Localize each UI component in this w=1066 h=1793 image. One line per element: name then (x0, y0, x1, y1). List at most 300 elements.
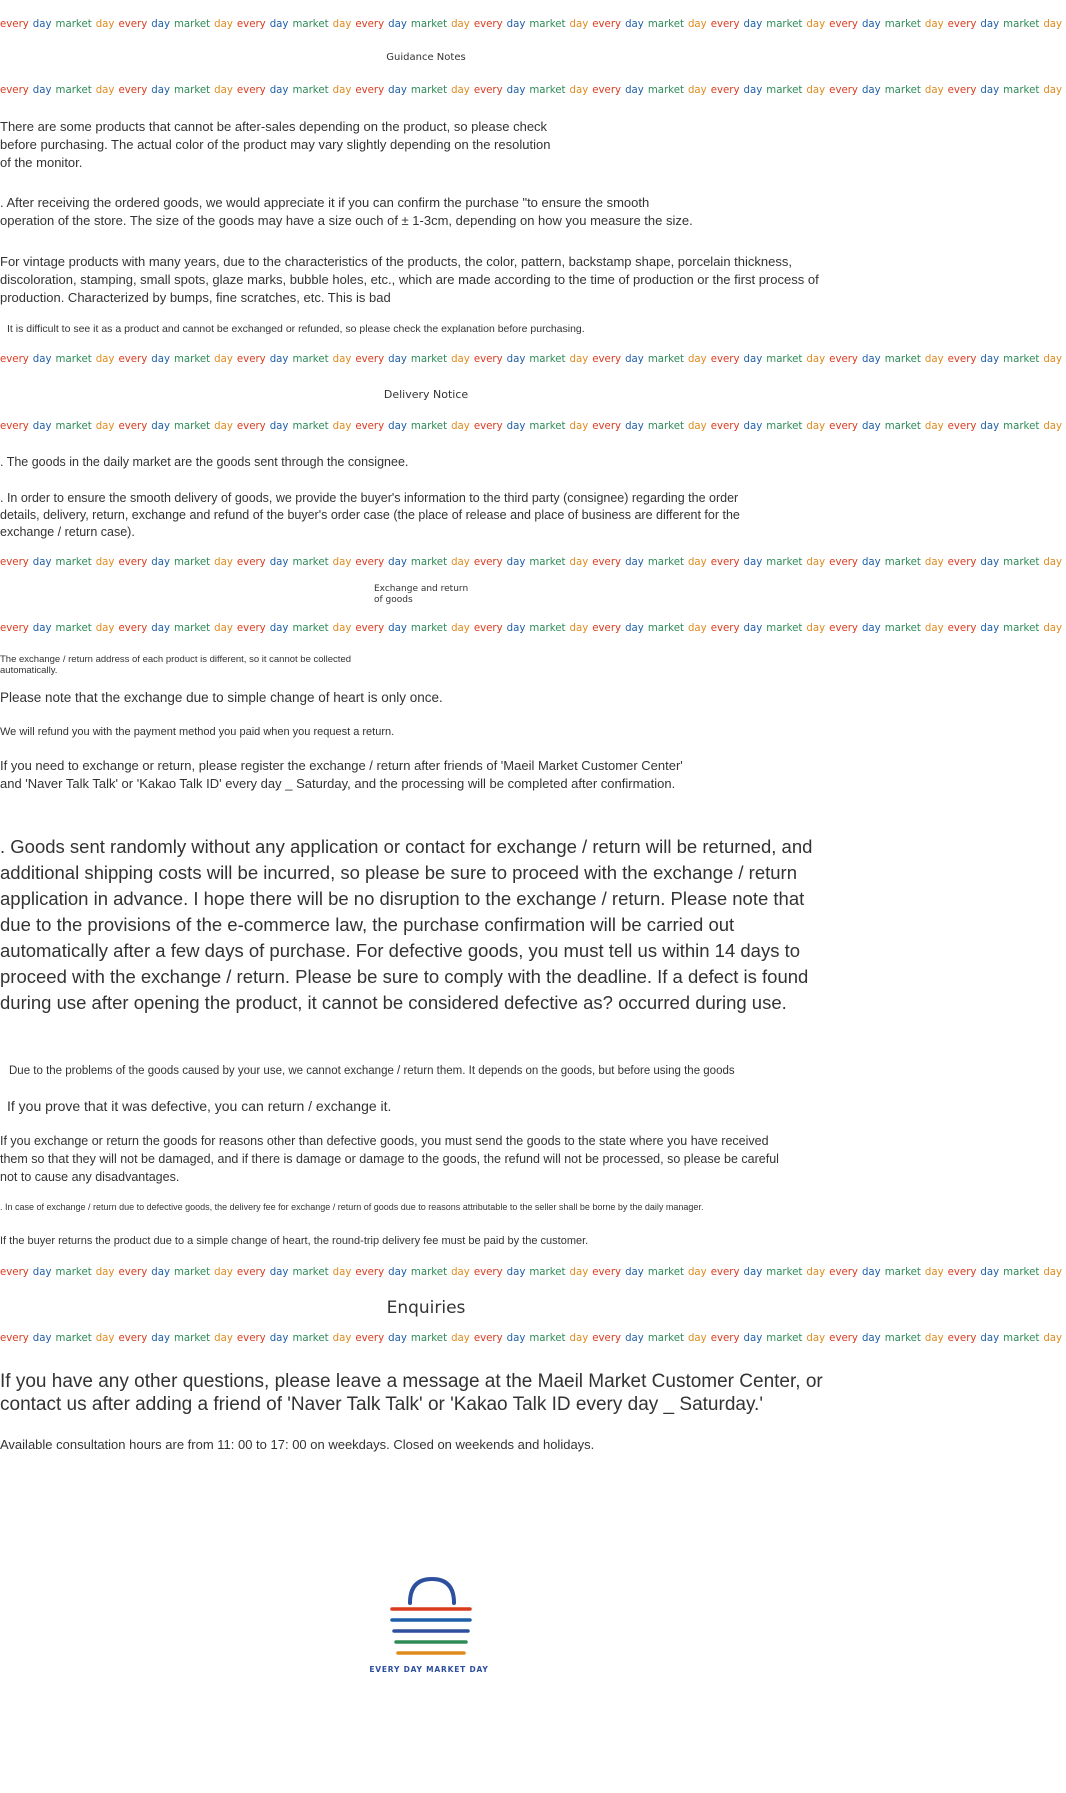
divider-word: day (32, 354, 52, 365)
divider-word: market (766, 1333, 803, 1344)
divider-word: day (214, 1267, 233, 1278)
divider-word: market (647, 1333, 684, 1344)
divider-word: day (625, 19, 644, 30)
divider-word: every (473, 19, 503, 30)
divider-word: market (1003, 1267, 1040, 1278)
divider-word: every (473, 421, 503, 432)
divider-word: market (174, 19, 211, 30)
divider-word: day (95, 557, 115, 568)
divider-word: day (687, 421, 707, 432)
divider-word: day (687, 1267, 707, 1278)
divider-word: every (947, 354, 977, 365)
divider-word: day (861, 421, 881, 432)
divider-word: day (687, 354, 707, 365)
logo-wordmark: EVERY DAY MARKET DAY (369, 1665, 489, 1674)
divider-word: day (451, 557, 470, 568)
divider-row (0, 620, 1063, 638)
divider-word: day (95, 354, 115, 365)
divider-row (0, 16, 1063, 34)
divider-word: day (569, 354, 589, 365)
divider-word: every (473, 1267, 503, 1278)
divider-word: market (292, 557, 329, 568)
divider-word: every (118, 421, 148, 432)
divider-word: every (947, 85, 977, 96)
divider-word: market (884, 1267, 921, 1278)
divider-word: every (0, 421, 29, 432)
divider-word: every (710, 19, 740, 30)
divider-word: market (766, 623, 803, 634)
divider-word: market (766, 1267, 803, 1278)
divider-word: market (410, 19, 448, 30)
divider-word: day (806, 1267, 826, 1278)
divider-word: day (861, 354, 881, 365)
divider-word: day (924, 623, 944, 634)
divider-word: day (388, 1333, 407, 1344)
divider-word: day (743, 421, 763, 432)
divider-word: every (592, 354, 622, 365)
divider-word: market (884, 354, 921, 365)
divider-word: day (924, 421, 944, 432)
divider-word: day (980, 623, 1000, 634)
divider-word: market (529, 1333, 566, 1344)
divider-word: market (647, 85, 684, 96)
divider-word: day (332, 1333, 352, 1344)
divider-word: day (980, 354, 1000, 365)
exchange-paragraph: We will refund you with the payment method you paid when you request a return. (0, 726, 395, 738)
divider-word: market (884, 85, 921, 96)
divider-row (0, 554, 1063, 572)
divider-word: day (506, 557, 526, 568)
divider-word: day (388, 421, 407, 432)
divider-word: market (174, 623, 211, 634)
guidance-paragraph: It is difficult to see it as a product and cannot be exchanged or refunded, so please check the explanation before purchasing. (7, 323, 585, 335)
divider-word: day (332, 421, 352, 432)
divider-word: day (569, 421, 589, 432)
divider-word: day (806, 354, 826, 365)
divider-word: day (388, 19, 407, 30)
divider-word: day (924, 1333, 944, 1344)
divider-word: day (806, 623, 826, 634)
divider-word: every (473, 623, 503, 634)
divider-word: day (506, 85, 526, 96)
divider-word: day (506, 1267, 526, 1278)
divider-word: day (506, 623, 526, 634)
divider-word: every (355, 85, 385, 96)
divider-word: every (710, 354, 740, 365)
divider-word: market (410, 557, 448, 568)
divider-word: day (924, 354, 944, 365)
divider-word: every (355, 354, 385, 365)
divider-word: market (410, 354, 448, 365)
divider-word: day (743, 1333, 763, 1344)
divider-word: day (451, 1333, 470, 1344)
divider-word: every (355, 557, 385, 568)
divider-word: every (710, 1333, 740, 1344)
divider-word: day (980, 557, 1000, 568)
divider-word: every (947, 19, 977, 30)
exchange-paragraph: Please note that the exchange due to simple change of heart is only once. (0, 690, 443, 705)
divider-word: day (625, 557, 644, 568)
divider-word: market (647, 557, 684, 568)
divider-word: day (332, 354, 352, 365)
divider-word: market (1003, 557, 1040, 568)
delivery-title: Delivery Notice (383, 388, 469, 401)
divider-word: market (410, 623, 448, 634)
divider-word: every (236, 1333, 266, 1344)
divider-word: day (569, 1333, 589, 1344)
divider-word: market (1003, 421, 1040, 432)
divider-word: day (214, 421, 233, 432)
divider-word: market (529, 354, 566, 365)
divider-word: day (980, 85, 1000, 96)
exchange-paragraph: . In case of exchange / return due to defective goods, the delivery fee for exchange / return of goods due to reasons attributable to the seller shall be borne by the daily manager. (0, 1202, 704, 1212)
divider-word: day (95, 1333, 115, 1344)
divider-word: day (687, 557, 707, 568)
divider-word: day (980, 1333, 1000, 1344)
divider-word: day (924, 85, 944, 96)
guidance-paragraph: . After receiving the ordered goods, we would appreciate it if you can confirm the purchase "to ensure the smooth operation of the store. The size of the goods may have a size ouch of ± 1-3cm, depending on how you measure the size. (0, 195, 693, 228)
divider-word: market (766, 421, 803, 432)
divider-word: day (687, 623, 707, 634)
divider-word: market (1003, 85, 1040, 96)
divider-word: every (829, 19, 858, 30)
divider-word: day (924, 19, 944, 30)
divider-word: every (710, 557, 740, 568)
divider-word: day (506, 354, 526, 365)
divider-word: every (0, 1333, 29, 1344)
divider-word: day (269, 557, 289, 568)
divider-word: day (32, 85, 52, 96)
divider-word: market (647, 623, 684, 634)
divider-word: day (451, 421, 470, 432)
divider-word: every (592, 85, 622, 96)
divider-word: every (829, 85, 858, 96)
exchange-paragraph: . Goods sent randomly without any application or contact for exchange / return will be returned, and additional shipping costs will be incurred, so please be sure to proceed with the exchange / return application in advance. I hope there will be no disruption to the exchange / return. Please note that due to the provisions of the e-commerce law, the purchase confirmation will be carried out automatically after a few days of purchase. For defective goods, you must tell us within 14 days to proceed with the exchange / return. Please be sure to comply with the deadline. If a defect is found during use after opening the product, it cannot be considered defective as? occurred during use. (0, 836, 813, 1013)
divider-word: every (236, 557, 266, 568)
divider-word: day (687, 1333, 707, 1344)
divider-word: every (355, 1267, 385, 1278)
divider-word: day (569, 557, 589, 568)
guidance-paragraph: There are some products that cannot be after-sales depending on the product, so please check before purchasing. The actual color of the product may vary slightly depending on the resolution of the monitor. (0, 119, 551, 170)
divider-word: day (743, 85, 763, 96)
divider-row (0, 1264, 1063, 1282)
divider-word: day (151, 557, 170, 568)
divider-word: market (410, 85, 448, 96)
divider-word: market (292, 19, 329, 30)
divider-word: market (55, 354, 92, 365)
divider-word: day (214, 1333, 233, 1344)
exchange-paragraph: If the buyer returns the product due to a simple change of heart, the round-trip delivery fee must be paid by the customer. (0, 1235, 589, 1247)
divider-word: day (214, 623, 233, 634)
divider-word: day (388, 623, 407, 634)
divider-word: market (55, 19, 92, 30)
enquiries-paragraph: Available consultation hours are from 11: 00 to 17: 00 on weekdays. Closed on weekends and holidays. (0, 1437, 595, 1452)
divider-word: every (0, 557, 29, 568)
divider-word: day (743, 19, 763, 30)
divider-word: market (529, 19, 566, 30)
delivery-paragraph: . In order to ensure the smooth delivery of goods, we provide the buyer's information to the third party (consignee) regarding the order details, delivery, return, exchange and refund of the buyer's order case (the place of release and place of business are different for the exchange / return case). (0, 491, 740, 539)
divider-word: day (861, 557, 881, 568)
divider-word: day (332, 623, 352, 634)
divider-word: day (625, 1267, 644, 1278)
divider-word: market (647, 1267, 684, 1278)
divider-word: day (32, 623, 52, 634)
divider-word: day (861, 1333, 881, 1344)
divider-word: day (451, 623, 470, 634)
divider-word: every (473, 1333, 503, 1344)
divider-word: day (151, 623, 170, 634)
divider-word: day (95, 85, 115, 96)
divider-word: market (55, 623, 92, 634)
divider-word: market (410, 1333, 448, 1344)
divider-word: market (1003, 19, 1040, 30)
divider-word: day (269, 1333, 289, 1344)
divider-word: market (647, 19, 684, 30)
delivery-paragraph: . The goods in the daily market are the goods sent through the consignee. (0, 455, 409, 469)
divider-word: market (1003, 354, 1040, 365)
divider-word: market (529, 1267, 566, 1278)
divider-word: market (174, 354, 211, 365)
divider-word: market (647, 354, 684, 365)
divider-word: day (214, 85, 233, 96)
divider-word: every (118, 85, 148, 96)
divider-word: day (332, 557, 352, 568)
divider-word: market (292, 85, 329, 96)
exchange-title: Exchange and return of goods (374, 584, 469, 605)
divider-word: day (95, 1267, 115, 1278)
divider-word: market (174, 85, 211, 96)
divider-word: market (529, 421, 566, 432)
divider-word: day (806, 1333, 826, 1344)
divider-word: every (829, 1333, 858, 1344)
divider-word: every (592, 557, 622, 568)
divider-word: market (1003, 1333, 1040, 1344)
divider-word: every (236, 85, 266, 96)
enquiries-paragraph: If you have any other questions, please leave a message at the Maeil Market Customer Center, or contact us after adding a friend of 'Naver Talk Talk' or 'Kakao Talk ID every day _ Saturday.' (0, 1371, 823, 1415)
divider-word: day (861, 1267, 881, 1278)
divider-word: day (924, 557, 944, 568)
divider-word: day (32, 19, 52, 30)
divider-word: every (592, 1267, 622, 1278)
divider-word: every (710, 421, 740, 432)
divider-row (0, 351, 1063, 369)
divider-word: day (332, 1267, 352, 1278)
divider-word: every (355, 19, 385, 30)
divider-word: every (355, 421, 385, 432)
divider-word: day (506, 421, 526, 432)
divider-word: every (592, 421, 622, 432)
divider-word: day (806, 85, 826, 96)
divider-word: day (625, 354, 644, 365)
guidance-title: Guidance Notes (386, 52, 466, 63)
divider-word: day (1043, 1267, 1063, 1278)
divider-word: day (269, 1267, 289, 1278)
divider-word: day (1043, 354, 1063, 365)
divider-word: every (0, 85, 29, 96)
exchange-paragraph: Due to the problems of the goods caused by your use, we cannot exchange / return them. It depends on the goods, but before using the goods (9, 1065, 735, 1077)
divider-word: every (829, 421, 858, 432)
divider-word: market (1003, 623, 1040, 634)
divider-word: day (506, 1333, 526, 1344)
divider-word: day (569, 85, 589, 96)
divider-word: every (236, 1267, 266, 1278)
divider-word: day (861, 19, 881, 30)
divider-word: every (0, 623, 29, 634)
divider-word: day (806, 19, 826, 30)
divider-word: day (451, 354, 470, 365)
divider-word: day (151, 354, 170, 365)
divider-word: day (806, 421, 826, 432)
divider-word: day (32, 1267, 52, 1278)
divider-word: every (118, 557, 148, 568)
divider-word: market (174, 557, 211, 568)
divider-word: day (214, 557, 233, 568)
divider-word: market (766, 557, 803, 568)
divider-word: market (647, 421, 684, 432)
divider-word: every (236, 354, 266, 365)
exchange-paragraph: If you need to exchange or return, please register the exchange / return after friends of 'Maeil Market Customer Center' and 'Naver Talk Talk' or 'Kakao Talk ID' every day _ Saturday, and the processing will be completed after confirmation. (0, 758, 683, 791)
divider-word: every (473, 557, 503, 568)
divider-word: day (451, 85, 470, 96)
divider-word: day (32, 1333, 52, 1344)
divider-word: day (388, 557, 407, 568)
divider-word: day (687, 19, 707, 30)
divider-word: day (151, 85, 170, 96)
enquiries-title: Enquiries (386, 1298, 466, 1318)
divider-word: every (0, 1267, 29, 1278)
divider-word: day (214, 354, 233, 365)
divider-word: day (269, 85, 289, 96)
divider-word: every (947, 421, 977, 432)
divider-word: market (55, 1333, 92, 1344)
divider-word: market (884, 1333, 921, 1344)
divider-word: every (829, 354, 858, 365)
divider-word: day (625, 421, 644, 432)
divider-word: every (710, 623, 740, 634)
divider-word: day (743, 1267, 763, 1278)
divider-word: day (151, 1333, 170, 1344)
divider-word: day (269, 354, 289, 365)
divider-word: day (1043, 623, 1063, 634)
divider-word: day (269, 623, 289, 634)
divider-word: every (355, 623, 385, 634)
divider-word: day (388, 354, 407, 365)
divider-word: day (32, 557, 52, 568)
divider-word: market (55, 1267, 92, 1278)
divider-word: day (269, 19, 289, 30)
divider-word: day (32, 421, 52, 432)
divider-word: day (1043, 1333, 1063, 1344)
exchange-paragraph: The exchange / return address of each product is different, so it cannot be collected automatically. (0, 654, 352, 676)
divider-word: day (861, 85, 881, 96)
divider-word: market (410, 421, 448, 432)
divider-word: day (625, 1333, 644, 1344)
divider-word: day (743, 354, 763, 365)
divider-word: every (829, 557, 858, 568)
exchange-paragraph: If you exchange or return the goods for reasons other than defective goods, you must send the goods to the state where you have received them so that they will not be damaged, and if there is damage or damage to the goods, the refund will not be processed, so please be careful not to cause any disadvantages. (0, 1134, 779, 1184)
divider-word: day (980, 1267, 1000, 1278)
divider-word: market (292, 354, 329, 365)
divider-row (0, 418, 1063, 436)
divider-word: day (332, 19, 352, 30)
divider-word: every (236, 421, 266, 432)
divider-word: every (0, 19, 29, 30)
divider-word: day (743, 623, 763, 634)
divider-word: day (388, 85, 407, 96)
divider-word: day (506, 19, 526, 30)
divider-word: day (1043, 421, 1063, 432)
divider-word: market (174, 1333, 211, 1344)
divider-word: every (592, 623, 622, 634)
divider-word: market (766, 354, 803, 365)
divider-word: market (292, 1333, 329, 1344)
divider-word: day (625, 85, 644, 96)
divider-word: day (625, 623, 644, 634)
divider-word: every (947, 557, 977, 568)
divider-word: market (55, 421, 92, 432)
divider-word: every (829, 1267, 858, 1278)
divider-word: day (451, 19, 470, 30)
divider-word: market (884, 421, 921, 432)
divider-word: day (151, 19, 170, 30)
divider-word: day (687, 85, 707, 96)
divider-word: every (710, 85, 740, 96)
exchange-paragraph: If you prove that it was defective, you can return / exchange it. (7, 1098, 392, 1114)
divider-word: every (0, 354, 29, 365)
divider-word: market (766, 19, 803, 30)
divider-word: market (884, 557, 921, 568)
divider-word: every (829, 623, 858, 634)
divider-word: every (118, 354, 148, 365)
divider-word: market (884, 623, 921, 634)
divider-word: day (1043, 85, 1063, 96)
divider-word: day (95, 623, 115, 634)
divider-word: every (947, 623, 977, 634)
divider-row (0, 1330, 1063, 1348)
divider-word: day (214, 19, 233, 30)
divider-word: market (55, 85, 92, 96)
divider-word: day (1043, 557, 1063, 568)
divider-word: day (980, 421, 1000, 432)
divider-word: every (118, 1267, 148, 1278)
divider-word: market (292, 1267, 329, 1278)
divider-word: every (236, 19, 266, 30)
divider-word: every (473, 85, 503, 96)
divider-word: day (451, 1267, 470, 1278)
shopping-bag-logo-icon (374, 1575, 490, 1675)
divider-word: market (292, 421, 329, 432)
divider-word: day (388, 1267, 407, 1278)
divider-word: day (151, 421, 170, 432)
divider-word: every (118, 1333, 148, 1344)
divider-word: market (529, 623, 566, 634)
divider-word: market (766, 85, 803, 96)
divider-word: day (924, 1267, 944, 1278)
divider-word: every (947, 1333, 977, 1344)
divider-word: market (529, 85, 566, 96)
divider-word: market (884, 19, 921, 30)
divider-word: day (743, 557, 763, 568)
divider-word: every (236, 623, 266, 634)
divider-word: market (174, 1267, 211, 1278)
divider-word: day (861, 623, 881, 634)
divider-word: day (1043, 19, 1063, 30)
divider-word: every (118, 19, 148, 30)
divider-word: every (710, 1267, 740, 1278)
divider-word: every (947, 1267, 977, 1278)
guidance-paragraph: For vintage products with many years, due to the characteristics of the products, the color, pattern, backstamp shape, porcelain thickness, discoloration, stamping, small spots, glaze marks, bubble holes, etc., which are made according to the time of production or the first process of production. Characterized by bumps, fine scratches, etc. This is bad (0, 254, 819, 305)
divider-row (0, 82, 1063, 100)
